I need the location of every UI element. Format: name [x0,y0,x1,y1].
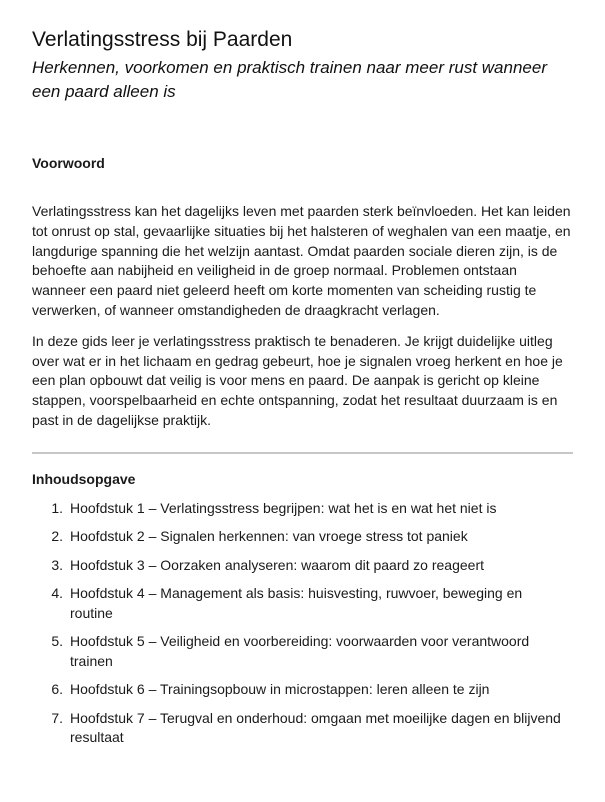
toc-item-label: Hoofdstuk 2 – Signalen herkennen: van vroege stress tot paniek [70,528,468,545]
toc-item-number: 4. [51,585,63,602]
toc-item-7 [32,709,573,748]
foreword-paragraph: Verlatingsstress kan het dagelijks leven met paarden sterk beïnvloeden. Het kan leiden tot onrust op stal, gevaarlijke situaties bij het halsteren of weghalen van een maatje, en langdurige spanning die het welzijn aantast. Omdat paarden sociale dieren zijn, is de behoefte aan nabijheid en veiligheid in de groep normaal. Problemen ontstaan wanneer een paard niet geleerd heeft om korte momenten van scheiding rustig te verwerken, of wanneer omstandigheden de draagkracht verlagen. [32,203,571,318]
toc-item-label: Hoofdstuk 7 – Terugval en onderhoud: omgaan met moeilijke dagen en blijvend resultaat [70,709,561,746]
toc-item-label: Hoofdstuk 1 – Verlatingsstress begrijpen: wat het is en wat het niet is [70,499,497,516]
toc-item-3 [32,556,573,576]
toc-item-6 [32,680,573,700]
toc-item-number: 7. [51,709,63,726]
toc-item-number: 2. [51,528,63,545]
foreword-heading: Voorwoord [32,155,105,171]
toc-item-label: Hoofdstuk 6 – Trainingsopbouw in microstappen: leren alleen te zijn [70,681,490,698]
toc-item-number: 1. [51,499,63,516]
toc-item-5 [32,632,573,671]
page-subtitle: Herkennen, voorkomen en praktisch trainen naar meer rust wanneer een paard alleen is [32,58,547,101]
page-title: Verlatingsstress bij Paarden [32,28,293,51]
toc-list [32,499,573,748]
toc-item-1 [32,499,573,519]
toc-item-number: 3. [51,556,63,573]
toc-item-label: Hoofdstuk 3 – Oorzaken analyseren: waarom dit paard zo reageert [70,556,485,573]
toc-item-number: 5. [51,633,63,650]
toc-item-2 [32,527,573,547]
toc-heading: Inhoudsopgave [32,470,136,487]
toc-item-label: Hoofdstuk 4 – Management als basis: huisvesting, ruwvoer, beweging en routine [70,585,523,621]
toc-item-number: 6. [51,681,63,698]
foreword-paragraph: In deze gids leer je verlatingsstress praktisch te benaderen. Je krijgt duidelijke uitleg over wat er in het lichaam en gedrag gebeurt, hoe je signalen vroeg herkent en hoe je een plan opbouwt dat veilig is voor mens en paard. De aanpak is gericht op kleine stappen, voorspelbaarheid en echte ontspanning, zodat het resultaat duurzaam is en past in de dagelijkse praktijk. [32,332,563,428]
section-divider [32,452,573,454]
toc-item-4 [32,584,573,623]
toc-item-label: Hoofdstuk 5 – Veiligheid en voorbereiding: voorwaarden voor verantwoord trainen [70,633,530,669]
